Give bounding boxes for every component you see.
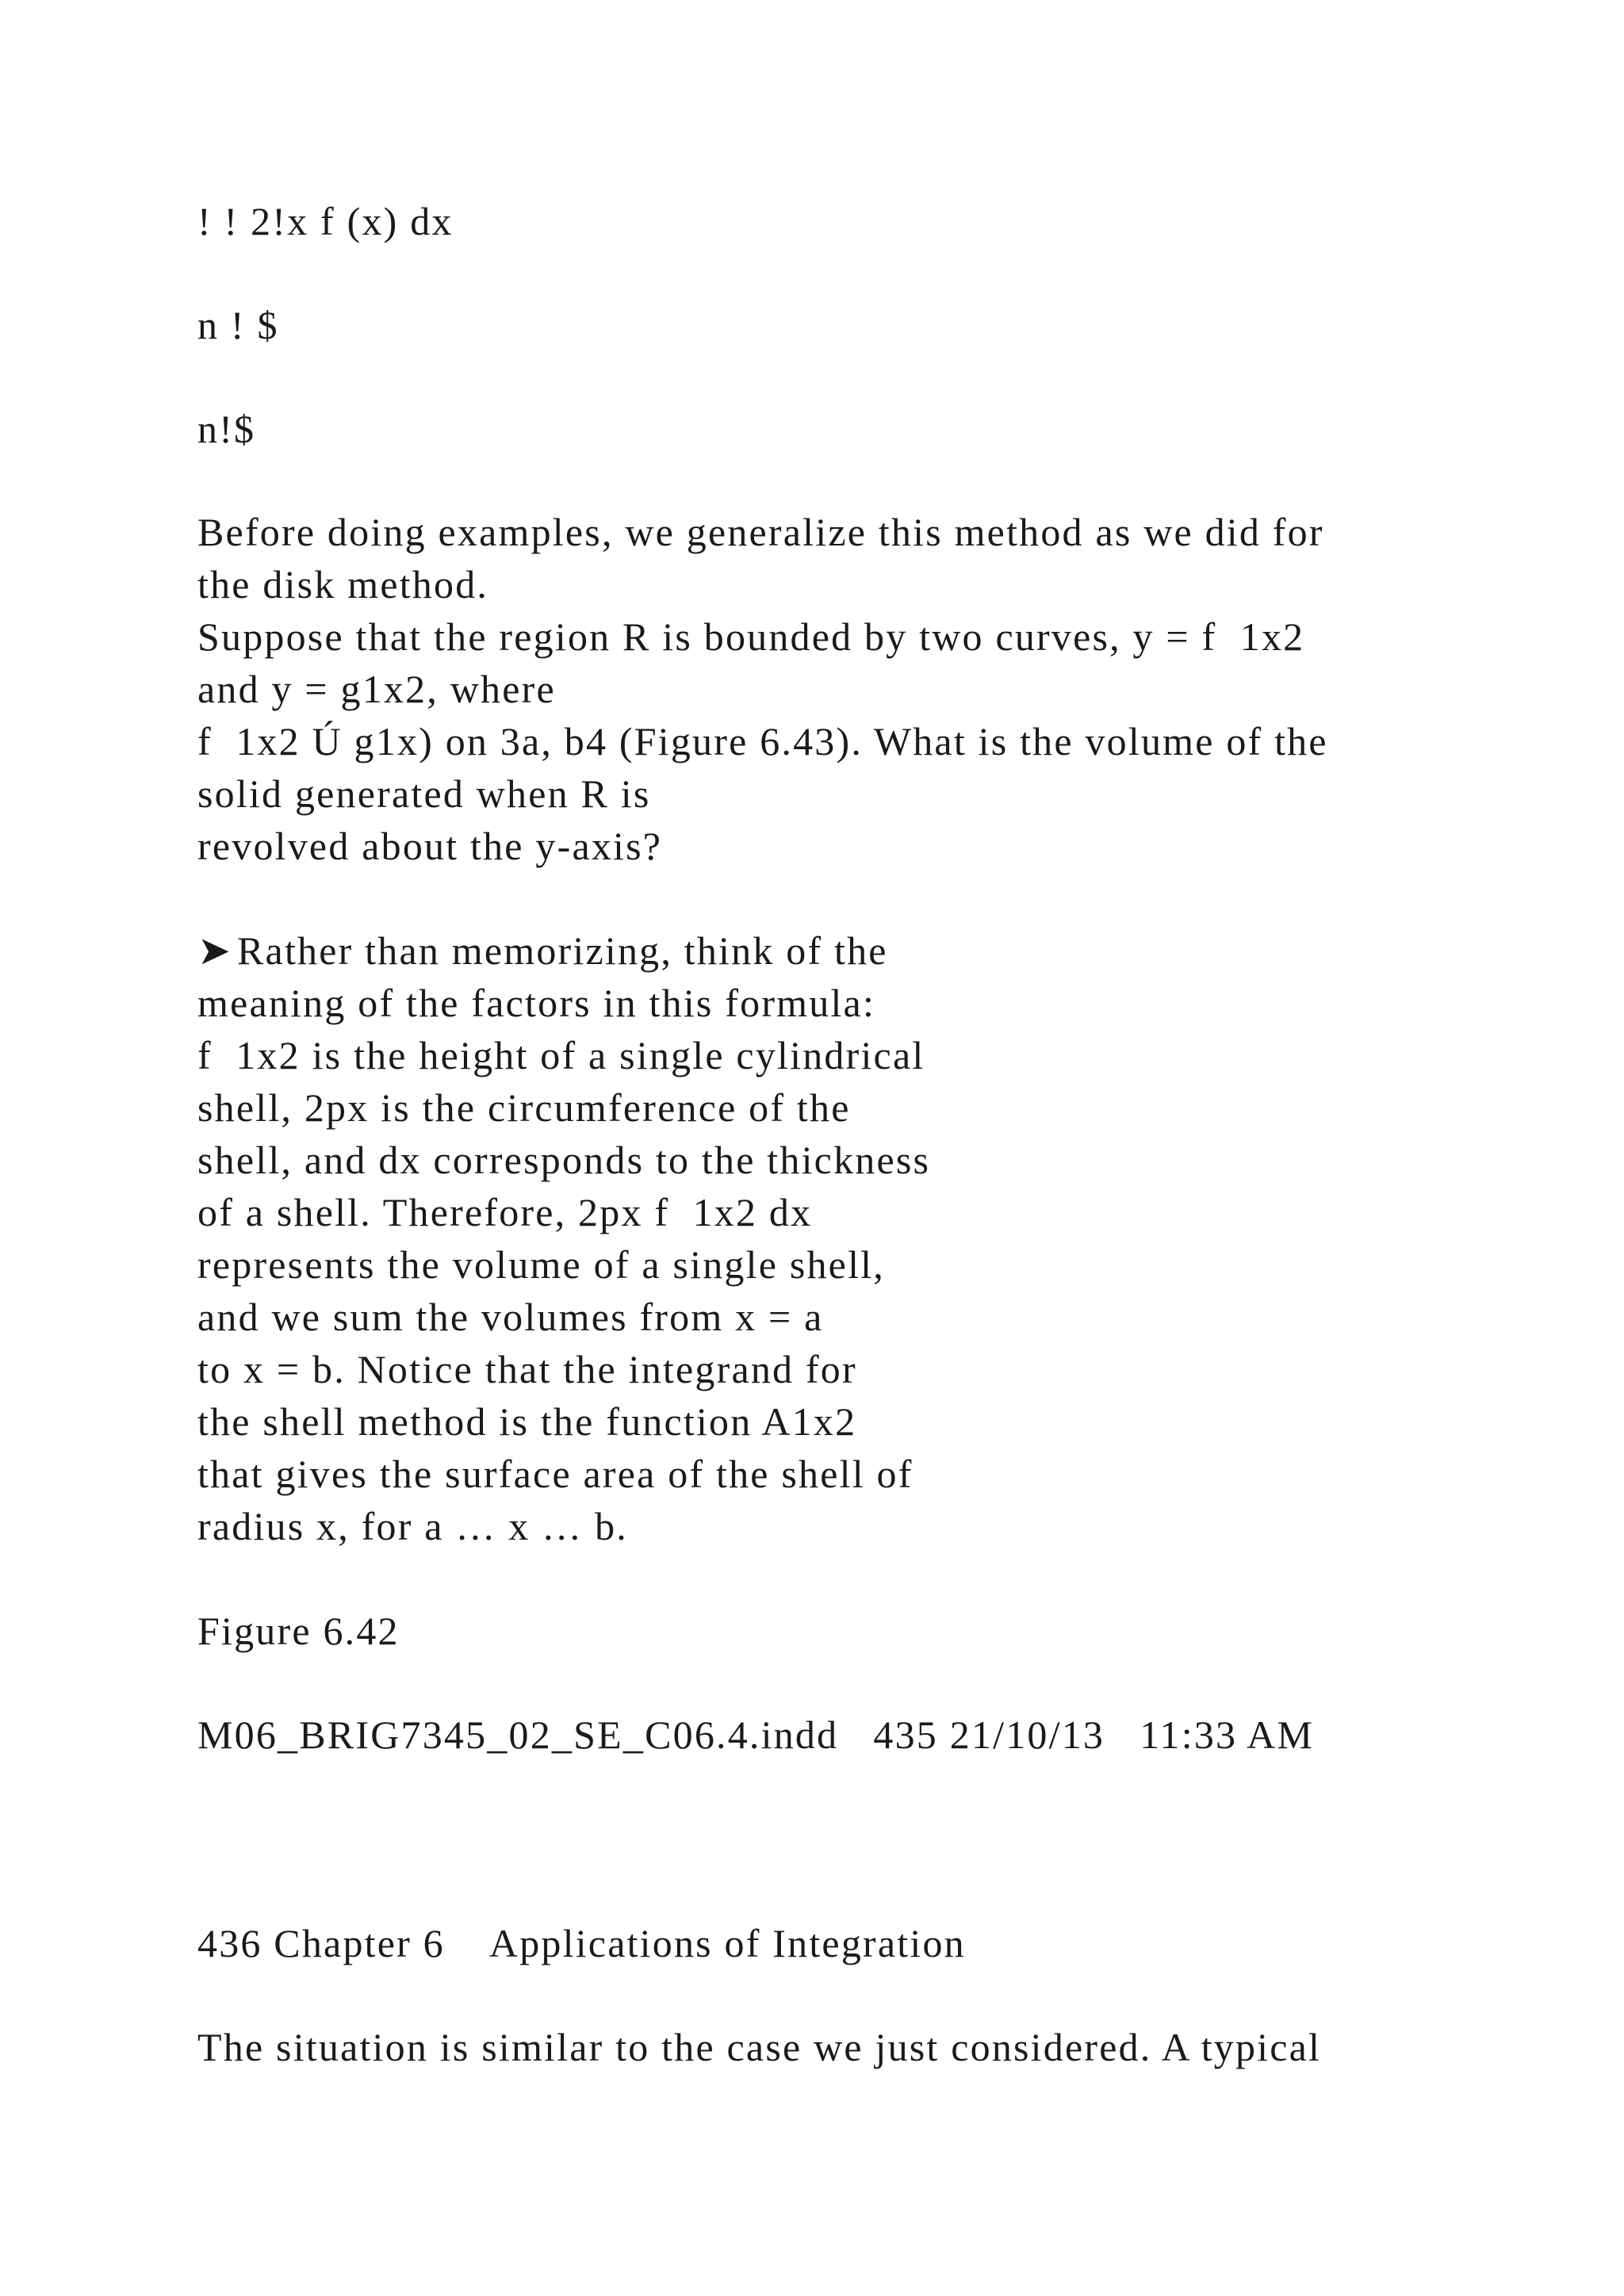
margin-note-line: the shell method is the function A1x2 — [197, 1399, 857, 1444]
margin-note-line — [197, 924, 888, 977]
margin-note-line: f 1x2 is the height of a single cylindrical — [197, 1033, 925, 1077]
paragraph-line: and y = g1x2, where — [197, 667, 556, 711]
paragraph-line: Suppose that the region R is bounded by two curves, y = f 1x2 — [197, 614, 1305, 659]
margin-note-line: represents the volume of a single shell, — [197, 1242, 885, 1287]
margin-note-line: to x = b. Notice that the integrand for — [197, 1347, 857, 1391]
paragraph-line: solid generated when R is — [197, 771, 651, 816]
margin-note-line: radius x, for a … x … b. — [197, 1504, 628, 1548]
margin-note-line: shell, and dx corresponds to the thickness — [197, 1138, 931, 1182]
arrow-bullet-icon: ➤ — [197, 928, 231, 973]
paragraph-line: revolved about the y-axis? — [197, 824, 663, 868]
margin-note-line: meaning of the factors in this formula: — [197, 981, 876, 1025]
paragraph-line: the disk method. — [197, 562, 489, 607]
running-header: 436 Chapter 6 Applications of Integration — [197, 1921, 966, 1965]
paragraph-line: Before doing examples, we generalize this method as we did for — [197, 510, 1324, 554]
margin-note-text: Rather than memorizing, think of the — [237, 928, 888, 973]
formula-fragment: ! ! 2!x f (x) dx — [197, 199, 454, 243]
file-slug: M06_BRIG7345_02_SE_C06.4.indd 435 21/10/13 11:33 AM — [197, 1712, 1315, 1757]
margin-note-line: that gives the surface area of the shell of — [197, 1452, 914, 1496]
paragraph-line: f 1x2 Ú g1x) on 3a, b4 (Figure 6.43). What is the volume of the — [197, 719, 1328, 763]
figure-caption: Figure 6.42 — [197, 1609, 400, 1653]
margin-note-line: shell, 2px is the circumference of the — [197, 1085, 851, 1130]
margin-note-line: and we sum the volumes from x = a — [197, 1295, 824, 1339]
continuation-text: The situation is similar to the case we just considered. A typical — [197, 2025, 1322, 2069]
formula-fragment: n!$ — [197, 407, 256, 451]
document-page — [197, 0, 1561, 2296]
formula-fragment: n ! $ — [197, 303, 279, 347]
margin-note-line: of a shell. Therefore, 2px f 1x2 dx — [197, 1190, 813, 1234]
